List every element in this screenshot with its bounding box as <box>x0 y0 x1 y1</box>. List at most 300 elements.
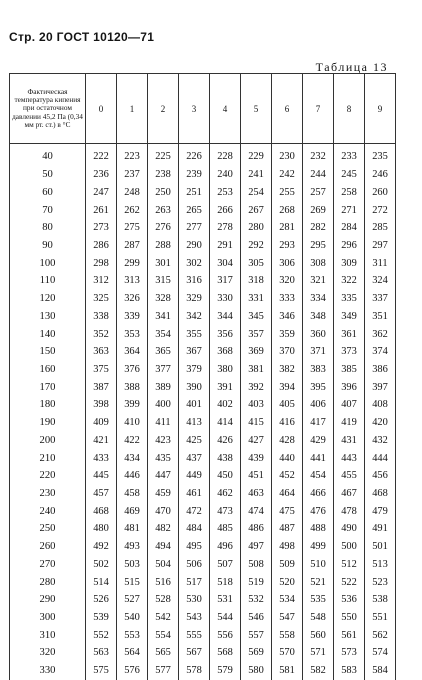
table-cell: 488 <box>303 520 334 538</box>
table-cell: 373 <box>334 343 365 361</box>
table-cell: 449 <box>179 467 210 485</box>
table-cell: 318 <box>241 272 272 290</box>
table-cell: 390 <box>179 378 210 396</box>
column-header-digit: 5 <box>241 74 272 144</box>
table-cell: 355 <box>179 325 210 343</box>
table-cell: 261 <box>86 201 117 219</box>
row-temperature: 330 <box>10 662 86 680</box>
table-cell: 462 <box>210 485 241 503</box>
table-cell: 308 <box>303 254 334 272</box>
table-cell: 480 <box>86 520 117 538</box>
table-cell: 438 <box>210 449 241 467</box>
table-cell: 468 <box>86 502 117 520</box>
table-body <box>10 144 396 680</box>
table-cell: 420 <box>365 414 396 432</box>
row-temperature: 250 <box>10 520 86 538</box>
table-cell: 444 <box>365 449 396 467</box>
table-cell: 461 <box>179 485 210 503</box>
table-cell: 547 <box>272 609 303 627</box>
table-cell: 405 <box>272 396 303 414</box>
table-cell: 510 <box>303 556 334 574</box>
table-row <box>10 183 396 201</box>
table-cell: 365 <box>148 343 179 361</box>
table-cell: 450 <box>210 467 241 485</box>
row-temperature: 300 <box>10 609 86 627</box>
table-cell: 337 <box>365 290 396 308</box>
table-cell: 395 <box>303 378 334 396</box>
row-temperature: 170 <box>10 378 86 396</box>
table-row <box>10 343 396 361</box>
table-cell: 370 <box>272 343 303 361</box>
table-cell: 443 <box>334 449 365 467</box>
row-temperature: 70 <box>10 201 86 219</box>
table-cell: 352 <box>86 325 117 343</box>
row-temperature: 200 <box>10 432 86 450</box>
table-cell: 313 <box>117 272 148 290</box>
table-cell: 440 <box>272 449 303 467</box>
table-cell: 286 <box>86 237 117 255</box>
table-cell: 351 <box>365 307 396 325</box>
table-cell: 400 <box>148 396 179 414</box>
table-cell: 311 <box>365 254 396 272</box>
table-cell: 534 <box>272 591 303 609</box>
table-cell: 371 <box>303 343 334 361</box>
table-cell: 306 <box>272 254 303 272</box>
row-temperature: 290 <box>10 591 86 609</box>
table-cell: 362 <box>365 325 396 343</box>
table-cell: 320 <box>272 272 303 290</box>
table-cell: 493 <box>117 538 148 556</box>
table-cell: 560 <box>303 626 334 644</box>
table-row <box>10 361 396 379</box>
table-cell: 387 <box>86 378 117 396</box>
column-header-digit: 7 <box>303 74 334 144</box>
column-header-digit: 1 <box>117 74 148 144</box>
table-cell: 565 <box>148 644 179 662</box>
table-cell: 415 <box>241 414 272 432</box>
table-cell: 435 <box>148 449 179 467</box>
table-cell: 416 <box>272 414 303 432</box>
table-cell: 576 <box>117 662 148 680</box>
row-temperature: 230 <box>10 485 86 503</box>
table-cell: 509 <box>272 556 303 574</box>
table-cell: 250 <box>148 183 179 201</box>
table-cell: 379 <box>179 361 210 379</box>
table-cell: 463 <box>241 485 272 503</box>
table-cell: 531 <box>210 591 241 609</box>
table-row <box>10 396 396 414</box>
row-temperature: 120 <box>10 290 86 308</box>
column-header-digit: 3 <box>179 74 210 144</box>
table-cell: 552 <box>86 626 117 644</box>
table-row <box>10 538 396 556</box>
table-cell: 382 <box>272 361 303 379</box>
table-cell: 265 <box>179 201 210 219</box>
table-cell: 540 <box>117 609 148 627</box>
table-row <box>10 414 396 432</box>
table-cell: 324 <box>365 272 396 290</box>
table-cell: 527 <box>117 591 148 609</box>
table-row <box>10 573 396 591</box>
table-cell: 574 <box>365 644 396 662</box>
table-row <box>10 201 396 219</box>
table-cell: 238 <box>148 166 179 184</box>
table-row <box>10 467 396 485</box>
table-cell: 555 <box>179 626 210 644</box>
table-cell: 513 <box>365 556 396 574</box>
table-cell: 520 <box>272 573 303 591</box>
table-cell: 230 <box>272 144 303 166</box>
table-cell: 338 <box>86 307 117 325</box>
table-cell: 414 <box>210 414 241 432</box>
table-row <box>10 502 396 520</box>
table-row <box>10 144 396 166</box>
table-cell: 273 <box>86 219 117 237</box>
table-cell: 528 <box>148 591 179 609</box>
table-cell: 437 <box>179 449 210 467</box>
table-cell: 413 <box>179 414 210 432</box>
table-cell: 380 <box>210 361 241 379</box>
table-cell: 291 <box>210 237 241 255</box>
table-cell: 455 <box>334 467 365 485</box>
table-cell: 497 <box>241 538 272 556</box>
table-cell: 501 <box>365 538 396 556</box>
table-cell: 532 <box>241 591 272 609</box>
table-cell: 419 <box>334 414 365 432</box>
table-cell: 516 <box>148 573 179 591</box>
table-cell: 561 <box>334 626 365 644</box>
table-cell: 570 <box>272 644 303 662</box>
table-cell: 428 <box>272 432 303 450</box>
table-cell: 458 <box>117 485 148 503</box>
table-cell: 329 <box>179 290 210 308</box>
table-cell: 316 <box>179 272 210 290</box>
table-cell: 580 <box>241 662 272 680</box>
table-cell: 235 <box>365 144 396 166</box>
table-cell: 233 <box>334 144 365 166</box>
table-cell: 446 <box>117 467 148 485</box>
table-header-row <box>10 74 396 144</box>
table-cell: 579 <box>210 662 241 680</box>
table-cell: 502 <box>86 556 117 574</box>
table-cell: 391 <box>210 378 241 396</box>
table-row <box>10 449 396 467</box>
table-cell: 504 <box>148 556 179 574</box>
row-temperature: 160 <box>10 361 86 379</box>
table-cell: 381 <box>241 361 272 379</box>
table-cell: 228 <box>210 144 241 166</box>
table-cell: 567 <box>179 644 210 662</box>
row-temperature: 40 <box>10 144 86 166</box>
table-cell: 377 <box>148 361 179 379</box>
table-cell: 417 <box>303 414 334 432</box>
table-cell: 346 <box>272 307 303 325</box>
table-cell: 485 <box>210 520 241 538</box>
table-cell: 445 <box>86 467 117 485</box>
table-cell: 457 <box>86 485 117 503</box>
table-cell: 403 <box>241 396 272 414</box>
table-cell: 333 <box>272 290 303 308</box>
table-cell: 563 <box>86 644 117 662</box>
table-cell: 507 <box>210 556 241 574</box>
table-cell: 411 <box>148 414 179 432</box>
table-cell: 519 <box>241 573 272 591</box>
column-header-digit: 4 <box>210 74 241 144</box>
table-cell: 546 <box>241 609 272 627</box>
table-cell: 376 <box>117 361 148 379</box>
table-cell: 429 <box>303 432 334 450</box>
table-cell: 454 <box>303 467 334 485</box>
table-cell: 331 <box>241 290 272 308</box>
table-cell: 223 <box>117 144 148 166</box>
table-cell: 242 <box>272 166 303 184</box>
table-cell: 581 <box>272 662 303 680</box>
table-cell: 503 <box>117 556 148 574</box>
row-temperature: 90 <box>10 237 86 255</box>
table-cell: 335 <box>334 290 365 308</box>
table-cell: 426 <box>210 432 241 450</box>
table-cell: 434 <box>117 449 148 467</box>
table-cell: 345 <box>241 307 272 325</box>
row-temperature: 280 <box>10 573 86 591</box>
table-cell: 262 <box>117 201 148 219</box>
table-cell: 260 <box>365 183 396 201</box>
table-cell: 451 <box>241 467 272 485</box>
table-cell: 496 <box>210 538 241 556</box>
table-cell: 522 <box>334 573 365 591</box>
table-cell: 535 <box>303 591 334 609</box>
table-cell: 421 <box>86 432 117 450</box>
table-cell: 253 <box>210 183 241 201</box>
table-cell: 476 <box>303 502 334 520</box>
row-temperature: 80 <box>10 219 86 237</box>
table-cell: 571 <box>303 644 334 662</box>
table-cell: 515 <box>117 573 148 591</box>
table-row <box>10 556 396 574</box>
table-cell: 408 <box>365 396 396 414</box>
table-cell: 271 <box>334 201 365 219</box>
table-cell: 369 <box>241 343 272 361</box>
table-row <box>10 307 396 325</box>
table-cell: 557 <box>241 626 272 644</box>
table-cell: 526 <box>86 591 117 609</box>
table-cell: 282 <box>303 219 334 237</box>
row-temperature: 180 <box>10 396 86 414</box>
table-cell: 397 <box>365 378 396 396</box>
table-cell: 518 <box>210 573 241 591</box>
table-cell: 312 <box>86 272 117 290</box>
table-cell: 542 <box>148 609 179 627</box>
table-cell: 251 <box>179 183 210 201</box>
boiling-temperature-table <box>9 73 396 680</box>
table-cell: 229 <box>241 144 272 166</box>
table-cell: 568 <box>210 644 241 662</box>
table-cell: 469 <box>117 502 148 520</box>
table-cell: 225 <box>148 144 179 166</box>
table-cell: 481 <box>117 520 148 538</box>
table-cell: 304 <box>210 254 241 272</box>
table-cell: 538 <box>365 591 396 609</box>
column-header-digit: 9 <box>365 74 396 144</box>
row-temperature: 220 <box>10 467 86 485</box>
table-row <box>10 237 396 255</box>
table-cell: 468 <box>365 485 396 503</box>
row-temperature: 310 <box>10 626 86 644</box>
table-cell: 475 <box>272 502 303 520</box>
table-cell: 278 <box>210 219 241 237</box>
table-cell: 512 <box>334 556 365 574</box>
table-cell: 276 <box>148 219 179 237</box>
table-cell: 425 <box>179 432 210 450</box>
row-temperature: 260 <box>10 538 86 556</box>
column-header-digit: 0 <box>86 74 117 144</box>
table-cell: 583 <box>334 662 365 680</box>
table-cell: 482 <box>148 520 179 538</box>
table-cell: 492 <box>86 538 117 556</box>
table-cell: 222 <box>86 144 117 166</box>
table-cell: 374 <box>365 343 396 361</box>
table-cell: 367 <box>179 343 210 361</box>
column-header-temperature: Фактическая температура кипения при остаточном давлении 45,2 Па (0,34 мм рт. ст.) в °С <box>10 74 86 144</box>
table-cell: 226 <box>179 144 210 166</box>
table-cell: 553 <box>117 626 148 644</box>
table-cell: 344 <box>210 307 241 325</box>
table-cell: 439 <box>241 449 272 467</box>
table-cell: 422 <box>117 432 148 450</box>
table-cell: 490 <box>334 520 365 538</box>
table-cell: 285 <box>365 219 396 237</box>
row-temperature: 110 <box>10 272 86 290</box>
table-cell: 491 <box>365 520 396 538</box>
table-cell: 495 <box>179 538 210 556</box>
table-cell: 328 <box>148 290 179 308</box>
table-cell: 558 <box>272 626 303 644</box>
table-row <box>10 626 396 644</box>
table-cell: 359 <box>272 325 303 343</box>
row-temperature: 150 <box>10 343 86 361</box>
table-cell: 325 <box>86 290 117 308</box>
table-cell: 272 <box>365 201 396 219</box>
table-cell: 432 <box>365 432 396 450</box>
table-cell: 473 <box>210 502 241 520</box>
table-cell: 548 <box>303 609 334 627</box>
row-temperature: 210 <box>10 449 86 467</box>
table-row <box>10 609 396 627</box>
table-cell: 456 <box>365 467 396 485</box>
table-cell: 431 <box>334 432 365 450</box>
table-cell: 297 <box>365 237 396 255</box>
table-cell: 578 <box>179 662 210 680</box>
table-cell: 255 <box>272 183 303 201</box>
table-cell: 342 <box>179 307 210 325</box>
table-cell: 356 <box>210 325 241 343</box>
table-cell: 472 <box>179 502 210 520</box>
table-cell: 523 <box>365 573 396 591</box>
table-cell: 577 <box>148 662 179 680</box>
table-cell: 246 <box>365 166 396 184</box>
table-cell: 508 <box>241 556 272 574</box>
table-cell: 240 <box>210 166 241 184</box>
table-cell: 241 <box>241 166 272 184</box>
table-row <box>10 254 396 272</box>
row-temperature: 130 <box>10 307 86 325</box>
table-cell: 394 <box>272 378 303 396</box>
table-cell: 554 <box>148 626 179 644</box>
row-temperature: 240 <box>10 502 86 520</box>
table-cell: 514 <box>86 573 117 591</box>
table-cell: 550 <box>334 609 365 627</box>
table-cell: 280 <box>241 219 272 237</box>
table-cell: 334 <box>303 290 334 308</box>
table-cell: 287 <box>117 237 148 255</box>
table-cell: 517 <box>179 573 210 591</box>
table-cell: 499 <box>303 538 334 556</box>
table-cell: 266 <box>210 201 241 219</box>
table-cell: 288 <box>148 237 179 255</box>
table-cell: 275 <box>117 219 148 237</box>
table-cell: 399 <box>117 396 148 414</box>
table-cell: 521 <box>303 573 334 591</box>
table-cell: 353 <box>117 325 148 343</box>
table-cell: 257 <box>303 183 334 201</box>
row-temperature: 140 <box>10 325 86 343</box>
table-cell: 494 <box>148 538 179 556</box>
table-row <box>10 290 396 308</box>
table-cell: 254 <box>241 183 272 201</box>
table-cell: 464 <box>272 485 303 503</box>
row-temperature: 320 <box>10 644 86 662</box>
table-cell: 258 <box>334 183 365 201</box>
table-cell: 564 <box>117 644 148 662</box>
table-cell: 427 <box>241 432 272 450</box>
table-cell: 361 <box>334 325 365 343</box>
table-cell: 575 <box>86 662 117 680</box>
table-cell: 500 <box>334 538 365 556</box>
table-row <box>10 520 396 538</box>
table-cell: 407 <box>334 396 365 414</box>
table-cell: 410 <box>117 414 148 432</box>
table-cell: 302 <box>179 254 210 272</box>
table-cell: 357 <box>241 325 272 343</box>
table-cell: 385 <box>334 361 365 379</box>
table-cell: 295 <box>303 237 334 255</box>
table-cell: 409 <box>86 414 117 432</box>
table-cell: 470 <box>148 502 179 520</box>
table-cell: 447 <box>148 467 179 485</box>
table-cell: 569 <box>241 644 272 662</box>
table-cell: 498 <box>272 538 303 556</box>
row-temperature: 60 <box>10 183 86 201</box>
table-cell: 423 <box>148 432 179 450</box>
table-cell: 309 <box>334 254 365 272</box>
table-cell: 573 <box>334 644 365 662</box>
table-cell: 530 <box>179 591 210 609</box>
table-cell: 354 <box>148 325 179 343</box>
table-cell: 263 <box>148 201 179 219</box>
table-cell: 305 <box>241 254 272 272</box>
table-cell: 396 <box>334 378 365 396</box>
table-cell: 459 <box>148 485 179 503</box>
table-cell: 389 <box>148 378 179 396</box>
table-cell: 244 <box>303 166 334 184</box>
table-cell: 348 <box>303 307 334 325</box>
table-cell: 363 <box>86 343 117 361</box>
table-cell: 467 <box>334 485 365 503</box>
table-cell: 277 <box>179 219 210 237</box>
column-header-digit: 8 <box>334 74 365 144</box>
table-row <box>10 325 396 343</box>
table-cell: 433 <box>86 449 117 467</box>
